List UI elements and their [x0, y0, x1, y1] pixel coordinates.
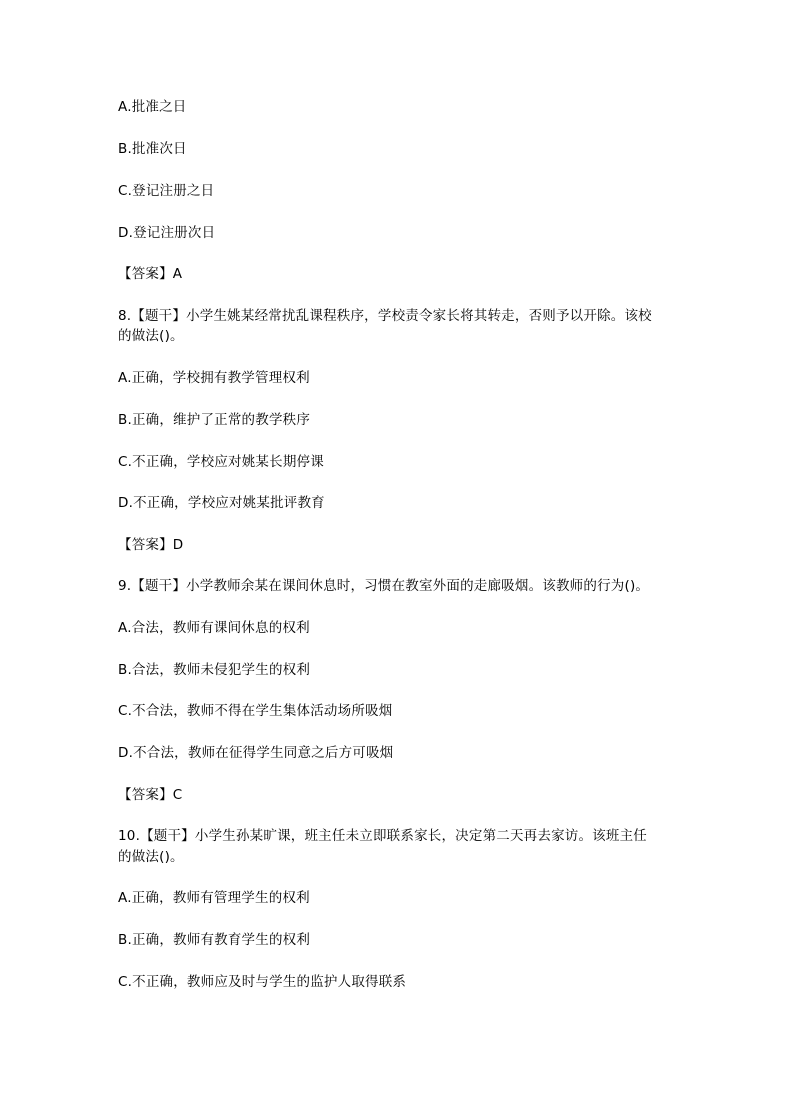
question-10-line-1: 10.【题干】小学生孙某旷课，班主任未立即联系家长，决定第二天再去家访。该班主任 [118, 828, 647, 844]
option-10c: C.不正确，教师应及时与学生的监护人取得联系 [118, 974, 407, 990]
answer-9: 【答案】C [118, 787, 183, 803]
question-9-line-1: 9.【题干】小学教师余某在课间休息时，习惯在教室外面的走廊吸烟。该教师的行为()。 [118, 578, 650, 594]
option-10a: A.正确，教师有管理学生的权利 [118, 890, 310, 906]
question-10-line-2: 的做法()。 [118, 849, 184, 865]
option-8b: B.正确，维护了正常的教学秩序 [118, 412, 311, 428]
option-7d: D.登记注册次日 [118, 225, 216, 241]
option-10b: B.正确，教师有教育学生的权利 [118, 932, 311, 948]
option-8a: A.正确，学校拥有教学管理权利 [118, 370, 310, 386]
option-7b: B.批准次日 [118, 141, 187, 157]
question-8-line-2: 的做法()。 [118, 328, 184, 344]
option-7c: C.登记注册之日 [118, 183, 215, 199]
option-9b: B.合法，教师未侵犯学生的权利 [118, 662, 311, 678]
option-9d: D.不合法，教师在征得学生同意之后方可吸烟 [118, 745, 394, 761]
option-9c: C.不合法，教师不得在学生集体活动场所吸烟 [118, 703, 393, 719]
option-9a: A.合法，教师有课间休息的权利 [118, 620, 310, 636]
answer-8: 【答案】D [118, 537, 184, 553]
option-8c: C.不正确，学校应对姚某长期停课 [118, 454, 324, 470]
answer-7: 【答案】A [118, 266, 183, 282]
question-8-line-1: 8.【题干】小学生姚某经常扰乱课程秩序，学校责令家长将其转走，否则予以开除。该校 [118, 308, 652, 324]
option-7a: A.批准之日 [118, 99, 187, 115]
option-8d: D.不正确，学校应对姚某批评教育 [118, 495, 325, 511]
